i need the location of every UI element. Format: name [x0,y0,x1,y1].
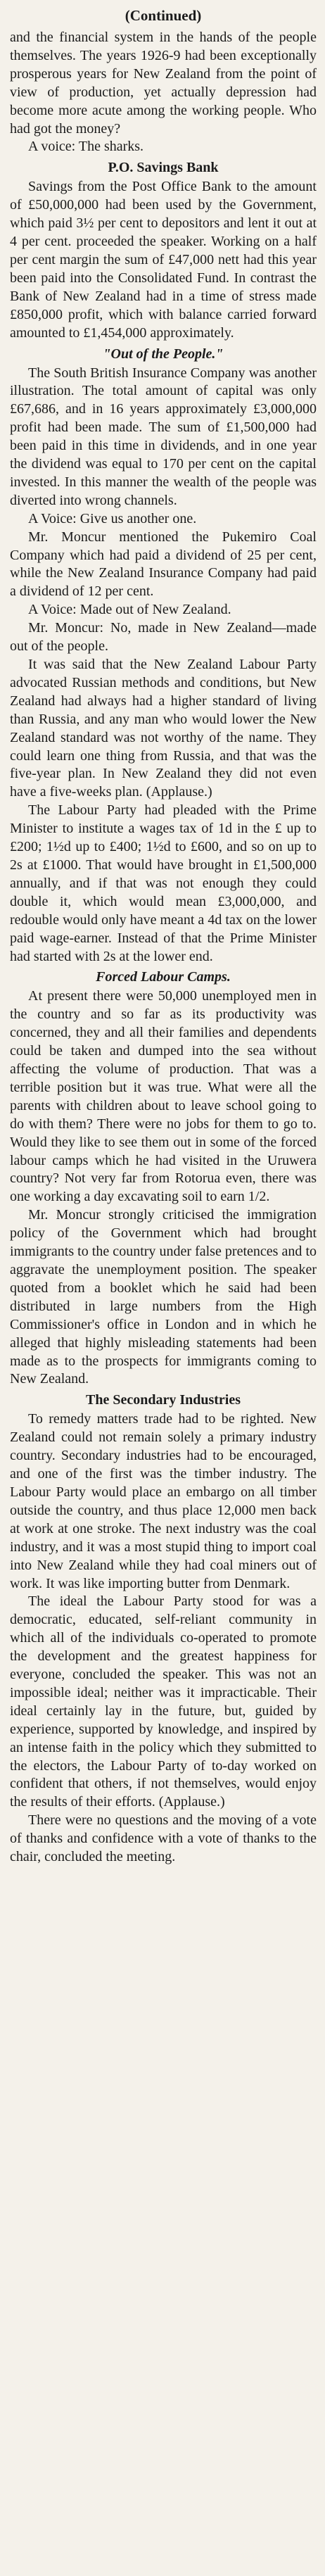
article-paragraph: The Labour Party had pleaded with the Prime Minister to institute a wages tax of 1d in the £ up to £200; 1½d up to £400; 1½d to £600, and so on up to 2s at £1000. That would have brought in £1,500,000 annually, and if that was not enough they could double it, which would mean £3,000,000, and redouble would only have meant a 4d tax on the lower paid wage-earner. Instead of that the Prime Minister had started with 2s at the lower end. [10,802,317,964]
article-paragraph: A voice: The sharks. [28,139,144,155]
article-paragraph: Savings from the Post Office Bank to the amount of £50,000,000 had been used by the Government, which paid 3½ per cent to depositors and lent it out at 4 per cent. proceeded the speaker. Working on a half per cent margin the sum of £47,000 nett had this year been paid into the Consolidated Fund. In contrast the Bank of New Zealand had in a time of stress made £850,000 profit, which with balance carried forward amounted to £1,454,000 approximately. [10,179,317,341]
article-paragraph: At present there were 50,000 unemployed men in the country and so far as its productivity was concerned, they and all their families and dependents could be taken and dumped into the sea without affecting the volume of production. That was a terrible position but it was true. What were all the parents with children about to leave school going to do with them? There were no jobs for them to go to. Would they like to see them out in some of the forced labour camps which he had visited in the Uruwera country? Not very far from Rotorua even, there was one working a day excavating soil to earn 1/2. [10,988,317,1205]
article-paragraph: The ideal the Labour Party stood for was a democratic, educated, self-reliant community in which all of the individuals co-operated to promote the development and the greatest happiness for everyone, concluded the speaker. This was not an impossible ideal; neither was it impracticable. Their ideal certainly lay in the future, but, guided by experience, supported by knowledge, and inspired by an intense faith in the policy which they submitted to the electors, the Labour Party of to-day worked on confident that others, if not themselves, would enjoy the results of their efforts. (Applause.) [10,1593,317,1810]
article-paragraph: A Voice: Give us another one. [28,510,197,526]
article-paragraph: Mr. Moncur: No, made in New Zealand—made out of the people. [10,620,317,655]
section-heading: "Out of the People." [103,346,224,362]
article-paragraph: A Voice: Made out of New Zealand. [28,602,231,618]
article-paragraph: Mr. Moncur strongly criticised the immigration policy of the Government which had brought immigrants to the country under false pretences and to aggravate the unemployment position. The speaker quoted from a booklet which he said had been distributed in large numbers from the High Commissioner's office in London and in which he alleged that highly misleading statements had been made as to the prospects for immigrants coming to New Zealand. [10,1207,317,1387]
article-body [10,29,317,1867]
continued-label: (Continued) [125,7,202,24]
article-paragraph: There were no questions and the moving of a vote of thanks and confidence with a vote of thanks to the chair, concluded the meeting. [10,1812,317,1865]
article-paragraph: The South British Insurance Company was another illustration. The total amount of capital was only £67,686, and in 16 years approximately £3,000,000 profit had been made. The sum of £1,500,000 had been paid in this time in dividends, and in one year the dividend was equal to 170 per cent on the capital invested. In this manner the wealth of the people was diverted into wrong channels. [10,365,317,508]
section-heading: Forced Labour Camps. [96,969,231,985]
article-paragraph: To remedy matters trade had to be righted. New Zealand could not remain solely a primary industry country. Secondary industries had to be encouraged, and one of the first was the timber industry. The Labour Party would place an embargo on all timber outside the country, and thus place 12,000 men back at work at one stroke. The next industry was the coal industry, and it was a most stupid thing to import coal into New Zealand while they had coal miners out of work. It was like importing butter from Denmark. [10,1411,317,1591]
section-heading: The Secondary Industries [85,1392,241,1408]
section-heading: P.O. Savings Bank [108,160,219,176]
article-paragraph: and the financial system in the hands of the people themselves. The years 1926-9 had been exceptionally prosperous years for New Zealand from the point of view of production, yet actually depression had become more acute among the working people. Who had got the money? [10,30,317,137]
article-paragraph: It was said that the New Zealand Labour Party advocated Russian methods and conditions, but New Zealand had always had a higher standard of living than Russia, and any man who would lower the New Zealand standard was not worthy of the name. They could learn one thing from Russia, and that was the five-year plan. In New Zealand they did not even have a five-weeks plan. (Applause.) [10,657,317,800]
article-paragraph: Mr. Moncur mentioned the Pukemiro Coal Company which had paid a dividend of 25 per cent, while the New Zealand Insurance Company had paid a dividend of 12 per cent. [10,529,317,600]
